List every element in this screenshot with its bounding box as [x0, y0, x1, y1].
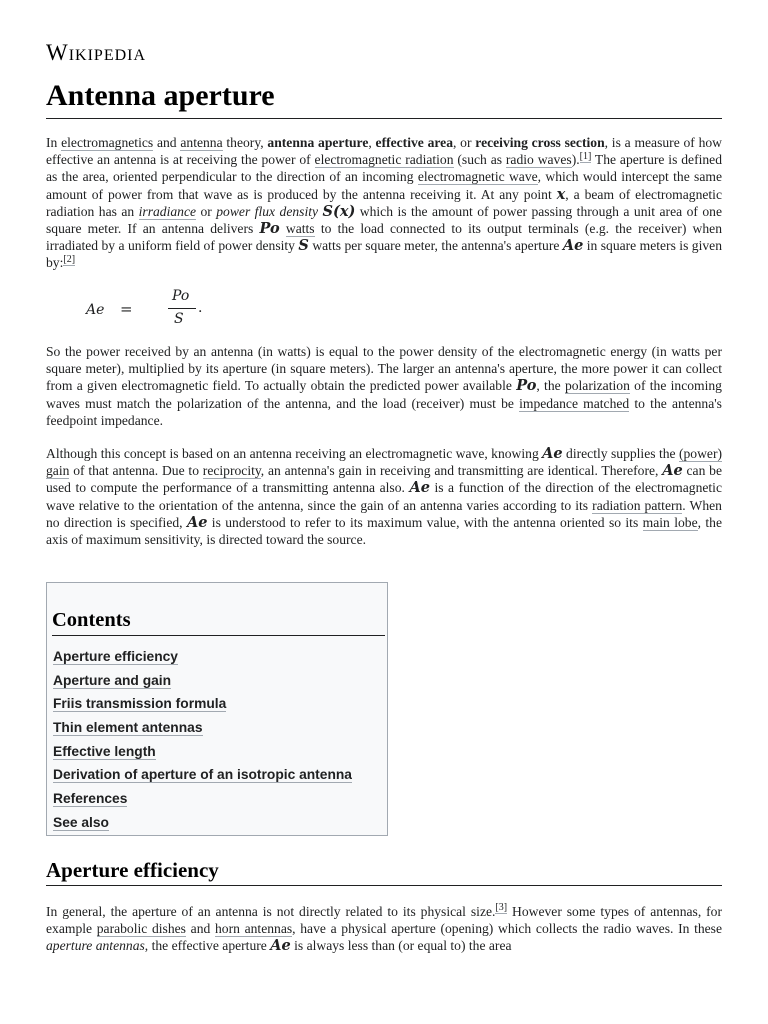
- math-ae: Ae: [270, 937, 291, 955]
- formula-denominator: S: [174, 311, 184, 327]
- link-power[interactable]: (power): [678, 446, 722, 461]
- link-polarization[interactable]: polarization: [564, 378, 630, 394]
- link-electromagnetic-radiation[interactable]: electromagnetic radiation: [314, 152, 454, 168]
- formula-equals: =: [120, 300, 133, 318]
- link-reciprocity[interactable]: reciprocity: [202, 463, 261, 479]
- toc-item-aperture-efficiency[interactable]: Aperture efficiency: [53, 649, 178, 664]
- aperture-formula: [86, 288, 226, 332]
- bold-receiving-cross-section: receiving cross section: [475, 135, 605, 150]
- link-main-lobe[interactable]: main lobe: [642, 514, 698, 530]
- reference-1[interactable]: [1]: [579, 150, 592, 162]
- math-s-of-x: S(x): [322, 202, 356, 220]
- reference-3[interactable]: [3]: [495, 902, 508, 914]
- toc-item-references[interactable]: References: [53, 791, 128, 807]
- fraction-bar: [168, 308, 196, 309]
- math-po: Po: [259, 220, 280, 238]
- math-ae: Ae: [409, 479, 430, 497]
- wikipedia-logo[interactable]: Wikipedia: [46, 40, 147, 65]
- toc-item-derivation-of-aperture[interactable]: Derivation of aperture of an isotropic antenna: [53, 767, 352, 783]
- table-of-contents: [46, 582, 388, 836]
- math-ae: Ae: [662, 462, 683, 480]
- math-s: S: [298, 237, 309, 255]
- link-watts[interactable]: watts: [285, 221, 315, 237]
- toc-list: [53, 645, 352, 835]
- link-electromagnetic-wave[interactable]: electromagnetic wave: [417, 169, 538, 185]
- link-antenna[interactable]: antenna: [180, 135, 223, 150]
- formula-numerator: Po: [172, 288, 190, 304]
- aperture-efficiency-paragraph: In general, the aperture of an antenna is not directly related to its physical size.[3] However some types of antennas, for example parabolic dishes and horn antennas, have a physical aperture (opening) which collects the radio waves. In these aperture antennas, the effective aperture Ae is always less than (or equal to) the area: [46, 902, 723, 955]
- toc-title: Contents: [52, 607, 385, 636]
- link-radiation-pattern[interactable]: radiation pattern: [592, 497, 683, 513]
- toc-item-thin-element-antennas[interactable]: Thin element antennas: [53, 720, 203, 736]
- link-radio-waves[interactable]: radio waves: [505, 152, 572, 168]
- link-impedance-matched[interactable]: impedance matched: [519, 395, 630, 411]
- toc-item-aperture-and-gain[interactable]: Aperture and gain: [53, 672, 172, 688]
- italic-power-flux-density: power flux density: [216, 203, 319, 219]
- intro-paragraph-3: Although this concept is based on an antenna receiving an electromagnetic wave, knowing Ae directly supplies the (power) gain of that antenna. Due to reciprocity, an antenna's gain in receiving and transmitting are identical. Therefore, Ae can be used to compute the performance of a transmitting antenna also. Ae is a function of the direction of the electromagnetic wave relative to the orientation of the antenna, since the gain of an antenna varies according to its radiation pattern. When no direction is specified, Ae is understood to refer to its maximum value, with the antenna oriented so its main lobe, the axis of maximum sensitivity, is directed toward the source.: [46, 445, 722, 548]
- section-heading-aperture-efficiency: Aperture efficiency: [46, 857, 722, 886]
- math-ae: Ae: [186, 513, 208, 531]
- link-horn-antennas[interactable]: horn antennas: [214, 921, 293, 937]
- toc-item-see-also[interactable]: See also: [53, 814, 109, 830]
- italic-aperture-antennas: aperture antennas: [46, 938, 145, 954]
- link-gain[interactable]: gain: [46, 463, 70, 479]
- intro-paragraph-1: In electromagnetics and antenna theory, antenna aperture, effective area, or receiving cross section, is a measure of how effective an antenna is at receiving the power of electromagnetic radiation (such as radio waves).[1] The aperture is defined as the area, oriented perpendicular to the direction of an incoming electromagnetic wave, which would intercept the same amount of power from that wave as is produced by the antenna receiving it. At any point x, a beam of electromagnetic radiation has an irradiance or power flux density S(x) which is the amount of power passing through a unit area of one square meter. If an antenna delivers Po watts to the load connected to its output terminals (e.g. the receiver) when irradiated by a uniform field of power density S watts per square meter, the antenna's aperture Ae in square meters is given by:[2]: [46, 135, 723, 271]
- page-title: Antenna aperture: [46, 76, 722, 119]
- formula-period: .: [198, 300, 203, 316]
- link-irradiance[interactable]: irradiance: [138, 203, 197, 219]
- math-ae: Ae: [542, 445, 563, 462]
- toc-item-effective-length[interactable]: Effective length: [53, 743, 156, 759]
- link-parabolic-dishes[interactable]: parabolic dishes: [96, 921, 186, 937]
- math-ae: Ae: [562, 237, 584, 255]
- math-x: x: [556, 185, 566, 203]
- bold-effective-area: effective area: [375, 135, 454, 150]
- link-electromagnetics[interactable]: electromagnetics: [61, 135, 154, 150]
- reference-2[interactable]: [2]: [63, 253, 76, 265]
- formula-lhs: Ae: [86, 302, 105, 318]
- toc-item-friis-transmission-formula[interactable]: Friis transmission formula: [53, 696, 227, 712]
- math-po: Po: [516, 377, 537, 395]
- bold-antenna-aperture: antenna aperture: [267, 135, 369, 150]
- intro-paragraph-2: So the power received by an antenna (in watts) is equal to the power density of the electromagnetic energy (in watts per square meter), multiplied by its aperture (in square meters). The larger an antenna's aperture, the more power it can collect from a given electromagnetic field. To actually obtain the predicted power available Po, the polarization of the incoming waves must match the polarization of the antenna, and the load (receiver) must be impedance matched to the antenna's feedpoint impedance.: [46, 344, 722, 428]
